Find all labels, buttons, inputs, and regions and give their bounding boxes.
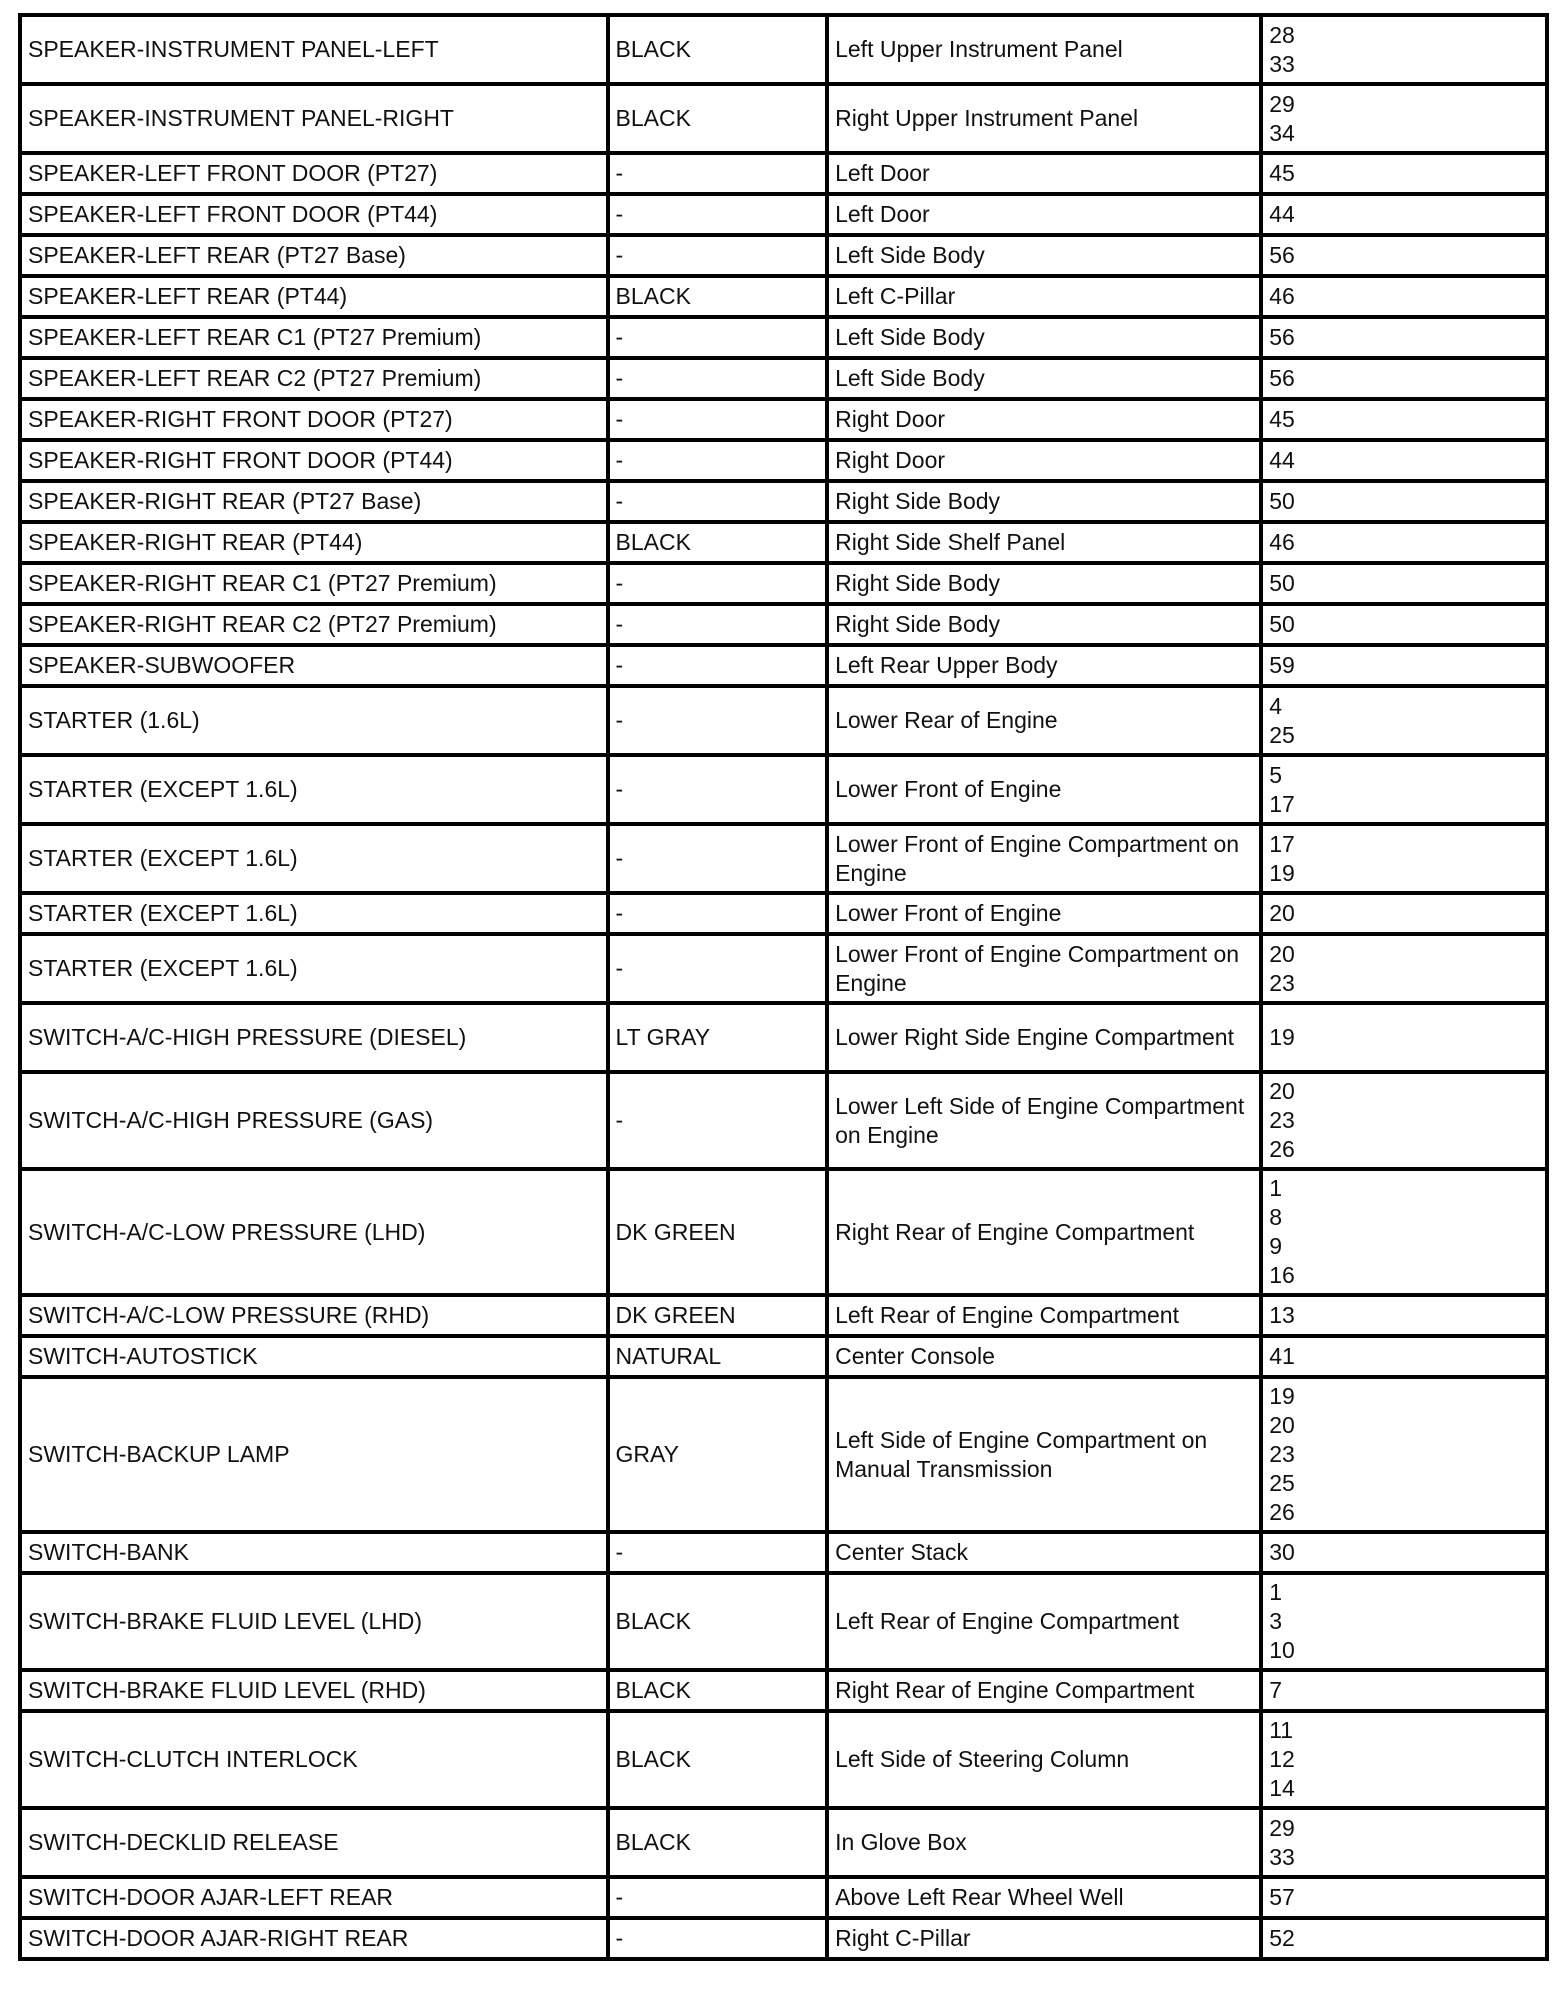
connector-color-cell: - [608,686,828,755]
connector-name-cell: SPEAKER-LEFT REAR C1 (PT27 Premium) [20,317,608,358]
location-cell: Left Side of Steering Column [827,1711,1261,1808]
figure-cell [1261,1003,1547,1072]
figure-cell [1261,481,1547,522]
figure-cell [1261,824,1547,893]
figure-number: 17 [1269,830,1295,857]
figure-cell [1261,1670,1547,1711]
figure-cell [1261,1169,1547,1295]
connector-name-cell: SPEAKER-RIGHT FRONT DOOR (PT44) [20,440,608,481]
figure-number: 56 [1269,242,1295,268]
table-row [20,1711,1547,1808]
figure-number: 20 [1269,900,1295,926]
table-row [20,1918,1547,1959]
figure-cell [1261,15,1547,84]
connector-color-cell: - [608,563,828,604]
connector-color-cell: - [608,1072,828,1169]
connector-name-cell: SWITCH-CLUTCH INTERLOCK [20,1711,608,1808]
table-row [20,686,1547,755]
location-cell: Right Side Body [827,604,1261,645]
connector-color-cell: - [608,1532,828,1573]
location-cell: Left Rear of Engine Compartment [827,1573,1261,1670]
connector-color-cell: - [608,317,828,358]
location-cell: Left Upper Instrument Panel [827,15,1261,84]
connector-color-cell: NATURAL [608,1336,828,1377]
figure-number: 14 [1269,1775,1295,1801]
connector-color-cell: LT GRAY [608,1003,828,1072]
figure-cell [1261,645,1547,686]
connector-name-cell: SPEAKER-LEFT REAR (PT44) [20,276,608,317]
figure-number: 19 [1269,1024,1295,1050]
connector-name-cell: SPEAKER-RIGHT REAR C2 (PT27 Premium) [20,604,608,645]
connector-name-cell: SPEAKER-LEFT FRONT DOOR (PT27) [20,153,608,194]
figure-cell [1261,399,1547,440]
table-row [20,824,1547,893]
figure-number: 17 [1269,790,1295,817]
connector-color-cell: - [608,481,828,522]
location-cell: Center Stack [827,1532,1261,1573]
location-cell: Left Rear Upper Body [827,645,1261,686]
figure-number: 4 [1269,692,1283,719]
figure-number: 16 [1269,1262,1295,1288]
table-row [20,358,1547,399]
connector-color-cell: BLACK [608,276,828,317]
location-cell: Lower Front of Engine [827,893,1261,934]
table-row [20,1877,1547,1918]
connector-color-cell: BLACK [608,522,828,563]
connector-color-cell: BLACK [608,1711,828,1808]
figure-number: 33 [1269,50,1295,77]
table-row [20,1670,1547,1711]
table-row [20,276,1547,317]
table-row [20,153,1547,194]
connector-color-cell: BLACK [608,1808,828,1877]
figure-cell [1261,84,1547,153]
location-cell: Left Door [827,153,1261,194]
table-body [20,15,1547,1959]
figure-number: 8 [1269,1204,1283,1230]
table-row [20,1072,1547,1169]
location-cell: Left Side Body [827,235,1261,276]
figure-number: 20 [1269,940,1295,967]
connector-name-cell: SPEAKER-LEFT REAR (PT27 Base) [20,235,608,276]
connector-color-cell: BLACK [608,1670,828,1711]
figure-cell [1261,1532,1547,1573]
connector-name-cell: SWITCH-BRAKE FLUID LEVEL (RHD) [20,1670,608,1711]
table-row [20,1295,1547,1336]
table-row [20,1336,1547,1377]
location-cell: Right Side Shelf Panel [827,522,1261,563]
connector-name-cell: SPEAKER-RIGHT FRONT DOOR (PT27) [20,399,608,440]
connector-color-cell: BLACK [608,1573,828,1670]
connector-color-cell: - [608,358,828,399]
figure-cell [1261,604,1547,645]
figure-cell [1261,563,1547,604]
location-cell: Lower Rear of Engine [827,686,1261,755]
figure-cell [1261,522,1547,563]
table-row [20,84,1547,153]
location-cell: Right Door [827,399,1261,440]
connector-color-cell: DK GREEN [608,1169,828,1295]
connector-name-cell: SPEAKER-SUBWOOFER [20,645,608,686]
connector-name-cell: STARTER (EXCEPT 1.6L) [20,893,608,934]
location-cell: Above Left Rear Wheel Well [827,1877,1261,1918]
figure-cell [1261,1295,1547,1336]
connector-name-cell: SWITCH-A/C-HIGH PRESSURE (GAS) [20,1072,608,1169]
figure-number: 7 [1269,1677,1283,1703]
connector-color-cell: - [608,824,828,893]
figure-number: 25 [1269,1470,1295,1496]
figure-cell [1261,893,1547,934]
connector-name-cell: SWITCH-DECKLID RELEASE [20,1808,608,1877]
table-row [20,522,1547,563]
table-row [20,645,1547,686]
figure-cell [1261,317,1547,358]
location-cell: Lower Front of Engine Compartment on Engine [827,824,1261,893]
connector-name-cell: SWITCH-A/C-LOW PRESSURE (RHD) [20,1295,608,1336]
figure-cell [1261,1877,1547,1918]
figure-number: 30 [1269,1539,1295,1565]
location-cell: Right Side Body [827,563,1261,604]
figure-number: 56 [1269,365,1295,391]
figure-number: 1 [1269,1175,1283,1201]
connector-name-cell: SWITCH-DOOR AJAR-LEFT REAR [20,1877,608,1918]
figure-cell [1261,153,1547,194]
table-row [20,15,1547,84]
figure-number: 19 [1269,859,1295,886]
figure-cell [1261,194,1547,235]
connector-name-cell: STARTER (EXCEPT 1.6L) [20,755,608,824]
figure-number: 52 [1269,1925,1295,1951]
connector-name-cell: SWITCH-BANK [20,1532,608,1573]
location-cell: Lower Front of Engine Compartment on Engine [827,934,1261,1003]
connector-name-cell: SPEAKER-INSTRUMENT PANEL-RIGHT [20,84,608,153]
location-cell: Right Door [827,440,1261,481]
figure-number: 10 [1269,1637,1295,1663]
figure-cell [1261,235,1547,276]
figure-number: 19 [1269,1383,1295,1409]
table-row [20,1532,1547,1573]
figure-number: 11 [1269,1717,1294,1743]
figure-number: 29 [1269,1814,1295,1841]
connector-name-cell: SWITCH-BRAKE FLUID LEVEL (LHD) [20,1573,608,1670]
connector-color-cell: - [608,755,828,824]
table-row [20,1169,1547,1295]
figure-number: 1 [1269,1579,1283,1605]
connector-color-cell: - [608,194,828,235]
figure-cell [1261,276,1547,317]
figure-number: 23 [1269,1441,1295,1467]
connector-color-cell: DK GREEN [608,1295,828,1336]
location-cell: Left Side Body [827,358,1261,399]
connector-name-cell: SPEAKER-RIGHT REAR (PT44) [20,522,608,563]
connector-color-cell: - [608,893,828,934]
table-row [20,1377,1547,1532]
figure-number: 50 [1269,570,1295,596]
figure-number: 23 [1269,969,1295,996]
connector-name-cell: SWITCH-A/C-LOW PRESSURE (LHD) [20,1169,608,1295]
figure-number: 20 [1269,1412,1295,1438]
table-row [20,755,1547,824]
figure-cell [1261,1336,1547,1377]
figure-number: 33 [1269,1843,1295,1870]
figure-number: 12 [1269,1746,1295,1772]
table-row [20,399,1547,440]
figure-number: 26 [1269,1499,1295,1525]
figure-number: 23 [1269,1107,1295,1133]
figure-number: 25 [1269,721,1295,748]
connector-name-cell: SPEAKER-RIGHT REAR (PT27 Base) [20,481,608,522]
figure-number: 56 [1269,324,1295,350]
figure-number: 46 [1269,283,1295,309]
figure-cell [1261,440,1547,481]
figure-number: 44 [1269,447,1295,473]
figure-number: 34 [1269,119,1295,146]
connector-name-cell: SPEAKER-LEFT REAR C2 (PT27 Premium) [20,358,608,399]
connector-color-cell: - [608,1877,828,1918]
connector-color-cell: - [608,934,828,1003]
figure-number: 28 [1269,21,1295,48]
figure-number: 13 [1269,1302,1295,1328]
connector-name-cell: SPEAKER-RIGHT REAR C1 (PT27 Premium) [20,563,608,604]
figure-cell [1261,1573,1547,1670]
connector-color-cell: - [608,604,828,645]
connector-color-cell: - [608,645,828,686]
connector-color-cell: BLACK [608,84,828,153]
figure-number: 45 [1269,160,1295,186]
location-cell: Lower Front of Engine [827,755,1261,824]
figure-number: 50 [1269,488,1295,514]
location-cell: Lower Right Side Engine Compartment [827,1003,1261,1072]
table-row [20,1573,1547,1670]
connector-name-cell: SWITCH-AUTOSTICK [20,1336,608,1377]
figure-number: 3 [1269,1608,1283,1634]
table-row [20,1808,1547,1877]
connector-name-cell: STARTER (EXCEPT 1.6L) [20,934,608,1003]
connector-color-cell: - [608,1918,828,1959]
location-cell: Lower Left Side of Engine Compartment on Engine [827,1072,1261,1169]
location-cell: Right C-Pillar [827,1918,1261,1959]
table-row [20,934,1547,1003]
table-row [20,194,1547,235]
figure-number: 9 [1269,1233,1283,1259]
connector-name-cell: SWITCH-DOOR AJAR-RIGHT REAR [20,1918,608,1959]
location-cell: Left Door [827,194,1261,235]
location-cell: Right Upper Instrument Panel [827,84,1261,153]
connector-name-cell: SWITCH-A/C-HIGH PRESSURE (DIESEL) [20,1003,608,1072]
figure-cell [1261,1377,1547,1532]
figure-number: 41 [1269,1343,1295,1369]
figure-number: 50 [1269,611,1295,637]
figure-number: 57 [1269,1884,1295,1910]
connector-name-cell: STARTER (1.6L) [20,686,608,755]
figure-cell [1261,755,1547,824]
figure-number: 59 [1269,652,1295,678]
table-row [20,317,1547,358]
connector-color-cell: BLACK [608,15,828,84]
figure-cell [1261,934,1547,1003]
connector-location-table [18,13,1549,1961]
location-cell: Left C-Pillar [827,276,1261,317]
table-row [20,235,1547,276]
connector-color-cell: - [608,399,828,440]
table-row [20,604,1547,645]
connector-name-cell: SWITCH-BACKUP LAMP [20,1377,608,1532]
connector-color-cell: - [608,235,828,276]
figure-cell [1261,358,1547,399]
location-cell: Right Rear of Engine Compartment [827,1670,1261,1711]
connector-name-cell: SPEAKER-INSTRUMENT PANEL-LEFT [20,15,608,84]
figure-cell [1261,686,1547,755]
location-cell: Left Side of Engine Compartment on Manual Transmission [827,1377,1261,1532]
table-row [20,1003,1547,1072]
figure-cell [1261,1711,1547,1808]
connector-name-cell: STARTER (EXCEPT 1.6L) [20,824,608,893]
table-row [20,481,1547,522]
connector-color-cell: - [608,153,828,194]
connector-name-cell: SPEAKER-LEFT FRONT DOOR (PT44) [20,194,608,235]
location-cell: Left Side Body [827,317,1261,358]
figure-number: 20 [1269,1078,1295,1104]
connector-color-cell: GRAY [608,1377,828,1532]
figure-cell [1261,1808,1547,1877]
figure-number: 46 [1269,529,1295,555]
figure-cell [1261,1072,1547,1169]
location-cell: Right Rear of Engine Compartment [827,1169,1261,1295]
figure-number: 45 [1269,406,1295,432]
location-cell: Right Side Body [827,481,1261,522]
figure-number: 5 [1269,761,1283,788]
location-cell: Left Rear of Engine Compartment [827,1295,1261,1336]
connector-color-cell: - [608,440,828,481]
figure-number: 29 [1269,90,1295,117]
figure-number: 26 [1269,1136,1295,1162]
figure-cell [1261,1918,1547,1959]
location-cell: Center Console [827,1336,1261,1377]
table-row [20,440,1547,481]
location-cell: In Glove Box [827,1808,1261,1877]
table-row [20,563,1547,604]
figure-number: 44 [1269,201,1295,227]
table-row [20,893,1547,934]
